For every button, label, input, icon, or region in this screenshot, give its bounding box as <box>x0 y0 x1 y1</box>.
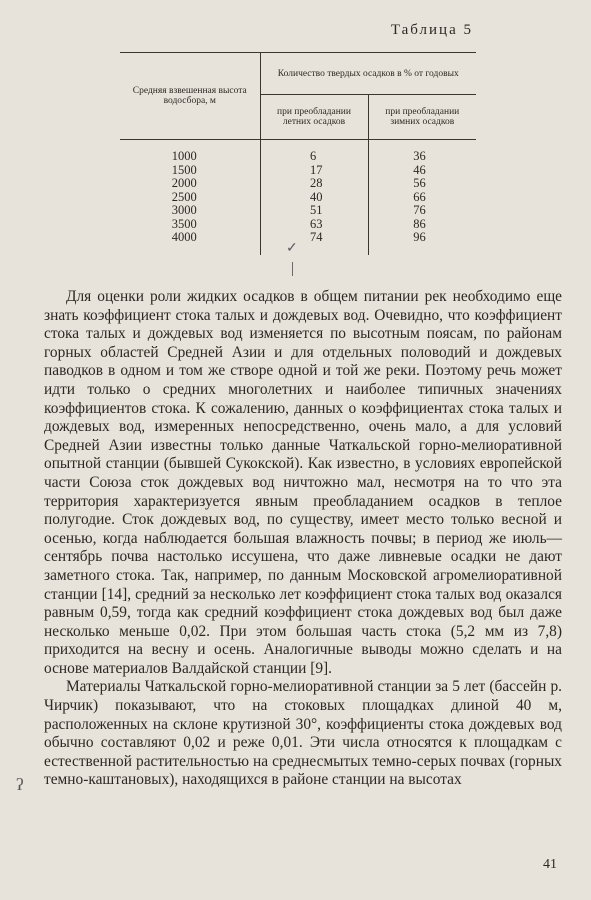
header-height: Средняя взвешенная высота водосбора, м <box>120 53 260 140</box>
height-cell: 2000 <box>171 176 197 190</box>
summer-cell: 40 <box>310 189 323 204</box>
height-cell: 1500 <box>171 162 197 177</box>
table-row <box>120 164 476 178</box>
winter-cell: 36 <box>413 149 426 163</box>
height-cell: 3000 <box>171 203 197 217</box>
table-row <box>120 204 476 218</box>
summer-cell: 28 <box>310 176 323 190</box>
table-row <box>120 218 476 232</box>
winter-cell: 66 <box>413 189 426 204</box>
data-table <box>120 52 476 255</box>
paragraph: Для оценки роли жидких осадков в общем питании рек необходимо еще знать коэффициент стока талых и дождевых вод. Очевидно, что коэффициент стока талых и дождевых вод изменяется по высотным поясам, по районам горных областей Средней Азии и для отдельных половодий и дождевых паводков в одном и том же створе одной и той же реки. Поэтому речь может идти только о средних многолетних и наиболее типичных значениях коэффициентов стока. К сожалению, данных о коэффициентах стока талых и дождевых вод, измеренных непосредственно, очень мало, а для условий Средней Азии известны только данные Чаткальской горно-мелиоративной опытной станции (бывшей Сукокской). Как известно, в условиях европейской части Союза сток дождевых вод ничтожно мал, несмотря на то что эта территория характеризуется явным преобладанием осадков в теплое полугодие. Сток дождевых вод, по существу, имеет место только весной и осенью, когда наблюдается большая влажность почвы; в период же июль—сентябрь почва настолько иссушена, что даже ливневые осадки не дают заметного стока. Так, например, по данным Московской агромелиоративной станции [14], средний за несколько лет коэффициент стока талых вод оказался равным 0,59, тогда как средний коэффициент стока дождевых вод был даже несколько меньше 0,02. При этом большая часть стока (5,2 мм из 7,8) приходится на весну и осень. Аналогичные выводы можно сделать и на основе материалов Валдайской станции [9]. <box>44 288 562 677</box>
table-container <box>120 52 476 255</box>
summer-cell: 63 <box>310 216 323 231</box>
pencil-stroke <box>292 262 293 276</box>
summer-cell: 74 <box>310 230 323 244</box>
table-row <box>120 150 476 164</box>
summer-cell: 17 <box>310 162 323 177</box>
height-cell: 4000 <box>171 230 197 244</box>
table-row <box>120 231 476 245</box>
margin-pencil-mark: ʔ <box>16 775 24 794</box>
table-caption: Таблица 5 <box>390 22 473 38</box>
header-winter: при преобладании зимних осадков <box>368 95 476 140</box>
body-text <box>44 288 562 790</box>
header-solid-precipitation: Количество твердых осадков в % от годовых <box>260 53 476 95</box>
paragraph: Материалы Чаткальской горно-мелиоративной станции за 5 лет (бассейн р. Чирчик) показывают, что на стоковых площадках длиной 40 м, расположенных на склоне крутизной 30°, коэффициенты стока дождевых вод обычно составляют 0,02 и реже 0,01. Эти числа относятся к площадкам с естественной растительностью на среднесмытых темно-серых почвах (горных темно-каштановых), находящихся в районе станции на высотах <box>44 678 562 789</box>
page-number: 41 <box>543 857 557 872</box>
winter-cell: 46 <box>413 162 426 177</box>
height-cell: 1000 <box>171 149 197 163</box>
height-cell: 2500 <box>171 189 197 204</box>
summer-cell: 6 <box>310 149 317 163</box>
height-cell: 3500 <box>171 216 197 231</box>
table-row <box>120 177 476 191</box>
table-row <box>120 191 476 205</box>
winter-cell: 96 <box>413 230 426 244</box>
summer-cell: 51 <box>310 203 323 217</box>
winter-cell: 76 <box>413 203 426 217</box>
winter-cell: 56 <box>413 176 426 190</box>
pencil-check-mark: ✓ <box>286 241 298 256</box>
header-summer: при преобладании летних осадков <box>260 95 368 140</box>
winter-cell: 86 <box>413 216 426 231</box>
